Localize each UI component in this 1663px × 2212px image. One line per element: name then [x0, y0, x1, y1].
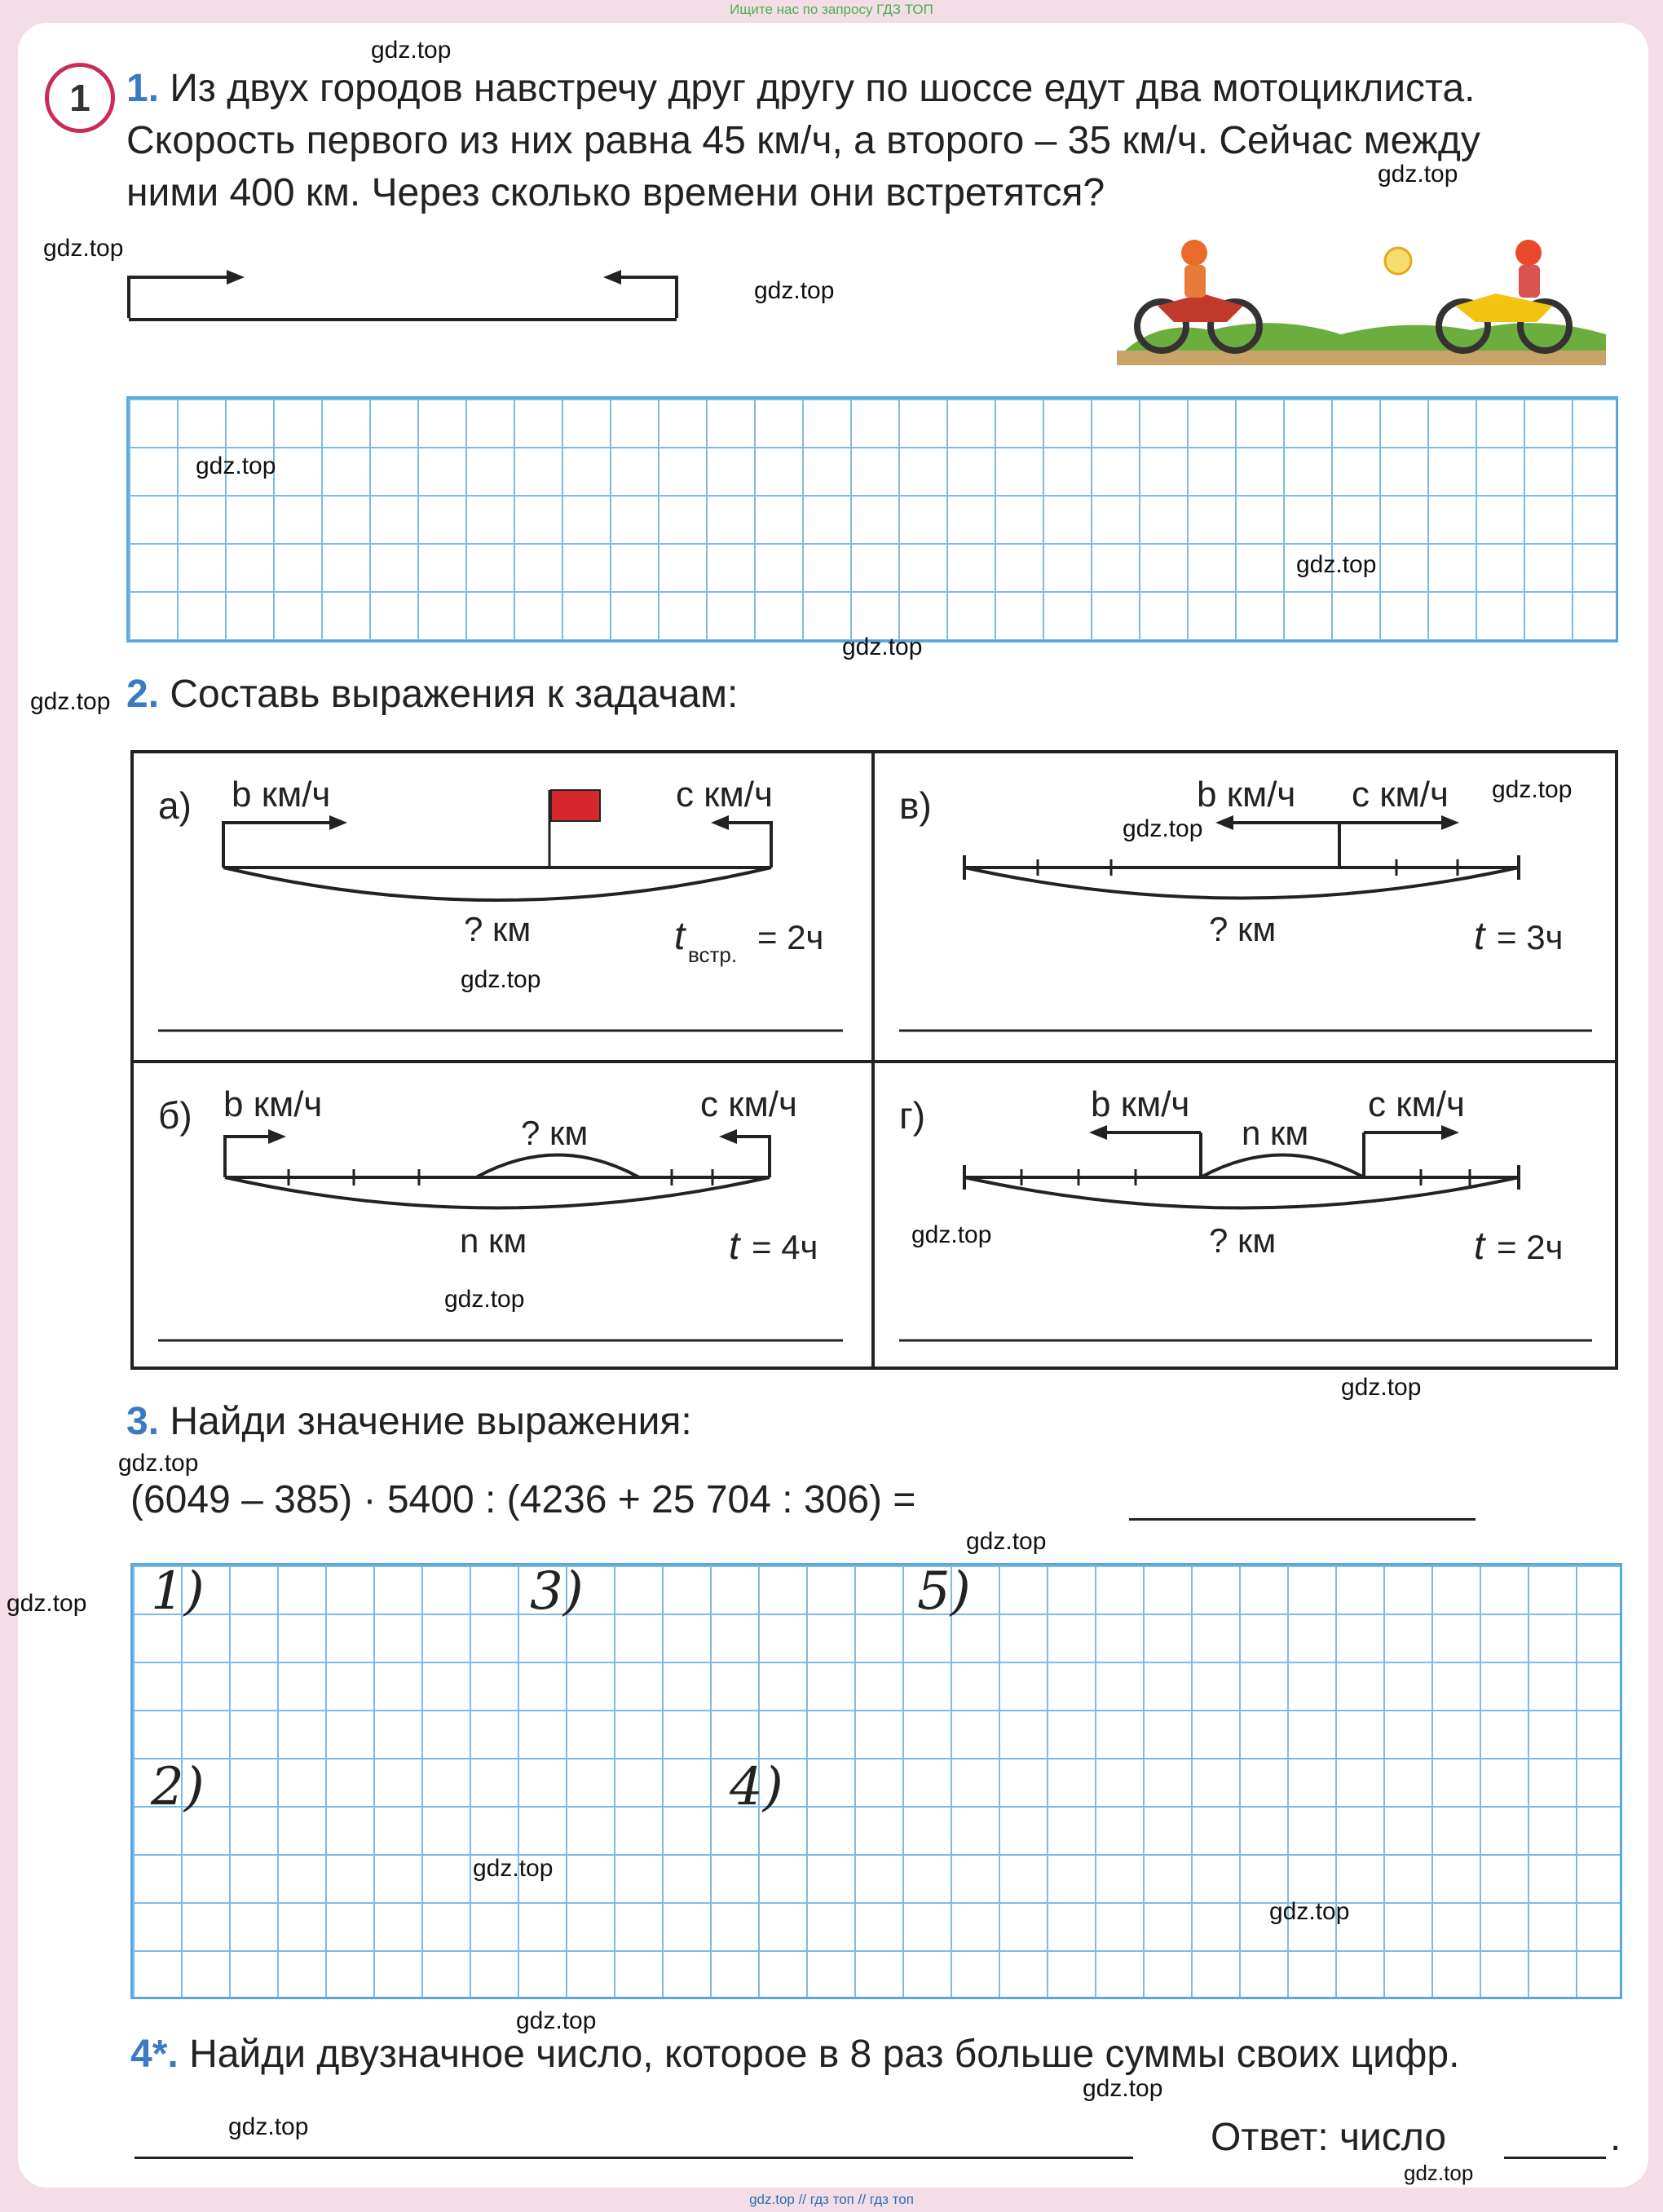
motorcyclists-illustration	[1113, 228, 1610, 367]
cell-b-speed-c: c км/ч	[700, 1084, 797, 1124]
task3-expression: (6049 – 385) · 5400 : (4236 + 25 704 : 306) =	[130, 1478, 916, 1521]
task3-heading: 3. Найди значение выражения:	[126, 1400, 692, 1443]
cell-g-distance-top: n км	[1242, 1114, 1309, 1152]
watermark: gdz.top	[473, 1855, 554, 1882]
cell-b-distance: n км	[460, 1221, 527, 1260]
cell-b-time-val: = 4ч	[752, 1228, 818, 1266]
watermark: gdz.top	[754, 277, 835, 304]
cell-a-time-var: t	[674, 915, 686, 958]
task2-number: 2.	[126, 673, 160, 716]
task2-cell-g	[875, 1063, 1615, 1366]
cell-v-letter: в)	[899, 784, 932, 827]
watermark: gdz.top	[461, 966, 541, 993]
step-2-label: 2)	[151, 1757, 205, 1817]
watermark: gdz.top	[7, 1590, 87, 1617]
cell-v-speed-c: c км/ч	[1352, 775, 1449, 815]
task4-line: 4*. Найди двузначное число, которое в 8 раз больше суммы своих цифр.	[130, 2033, 1460, 2076]
watermark: gdz.top	[842, 634, 923, 660]
task2-cell-b	[134, 1063, 871, 1366]
watermark: gdz.top	[516, 2007, 597, 2034]
cell-v-speed-b: b км/ч	[1197, 775, 1296, 815]
cell-a-time-sub: встр.	[688, 943, 738, 967]
task1-number: 1.	[126, 67, 160, 110]
step-1-label: 1)	[151, 1561, 205, 1622]
watermark: gdz.top	[1378, 161, 1458, 188]
task3-answer-line[interactable]	[1129, 1518, 1476, 1521]
watermark: gdz.top	[1341, 1374, 1422, 1401]
exercise-badge: 1	[45, 63, 115, 133]
step-3-label: 3)	[530, 1561, 584, 1622]
step-5-label: 5)	[917, 1561, 971, 1622]
task4-answer-end: .	[1610, 2116, 1621, 2159]
task1-line2: Скорость первого из них равна 45 км/ч, а второго – 35 км/ч. Сейчас между	[126, 119, 1480, 162]
task2-cell-a	[134, 753, 871, 1060]
task1-answer-grid[interactable]	[126, 396, 1618, 642]
watermark: gdz.top	[1269, 1898, 1350, 1925]
cell-g-letter: г)	[899, 1094, 926, 1137]
cell-a-letter: а)	[158, 784, 192, 827]
cell-b-distance-top: ? км	[521, 1114, 589, 1152]
task4-solution-line[interactable]	[135, 2157, 1133, 2159]
task3-answer-grid[interactable]	[130, 1563, 1622, 1999]
cell-g-speed-c: c км/ч	[1368, 1084, 1465, 1124]
watermark: gdz.top	[444, 1286, 525, 1313]
header-note: Ищите нас по запросу ГДЗ ТОП	[730, 2, 933, 17]
task1-scheme	[122, 261, 685, 326]
task4-answer-label: Ответ: число	[1211, 2116, 1447, 2159]
cell-g-time-val: = 2ч	[1497, 1228, 1564, 1266]
watermark: gdz.top	[966, 1528, 1047, 1555]
watermark: gdz.top	[1083, 2075, 1163, 2102]
cell-b-time-var: t	[729, 1225, 740, 1268]
cell-g-time-var: t	[1474, 1225, 1485, 1268]
cell-v-time-var: t	[1474, 915, 1485, 958]
watermark: gdz.top	[371, 37, 452, 64]
cell-g-distance: ? км	[1209, 1221, 1277, 1260]
watermark: gdz.top	[1404, 2161, 1474, 2185]
task4-answer-line[interactable]	[1504, 2157, 1606, 2159]
cell-b-letter: б)	[158, 1094, 192, 1137]
step-4-label: 4)	[730, 1757, 783, 1817]
cell-a-time-val: = 2ч	[757, 918, 824, 956]
cell-g-speed-b: b км/ч	[1091, 1084, 1190, 1124]
watermark: gdz.top	[118, 1450, 199, 1477]
watermark: gdz.top	[911, 1221, 992, 1248]
cell-v-time-val: = 3ч	[1497, 918, 1564, 956]
watermark: gdz.top	[196, 453, 276, 479]
watermark: gdz.top	[43, 235, 124, 262]
watermark: gdz.top	[228, 2113, 309, 2140]
cell-a-distance: ? км	[464, 910, 532, 948]
watermark: gdz.top	[1123, 815, 1203, 842]
task1-line1: 1. Из двух городов навстречу друг другу по шоссе едут два мотоциклиста.	[126, 67, 1476, 110]
footer-note: gdz.top // гдз топ // гдз топ	[749, 2192, 914, 2207]
cell-a-speed-c: c км/ч	[676, 775, 773, 815]
cell-v-distance: ? км	[1209, 910, 1277, 948]
task3-number: 3.	[126, 1400, 160, 1443]
watermark: gdz.top	[1492, 776, 1573, 803]
cell-a-speed-b: b км/ч	[232, 775, 331, 815]
task1-line3: ними 400 км. Через сколько времени они встретятся?	[126, 171, 1105, 214]
cell-b-speed-b: b км/ч	[223, 1084, 323, 1124]
task2-heading: 2. Составь выражения к задачам:	[126, 673, 739, 716]
task4-number: 4*.	[130, 2033, 179, 2076]
watermark: gdz.top	[1296, 551, 1377, 578]
watermark: gdz.top	[30, 688, 111, 715]
